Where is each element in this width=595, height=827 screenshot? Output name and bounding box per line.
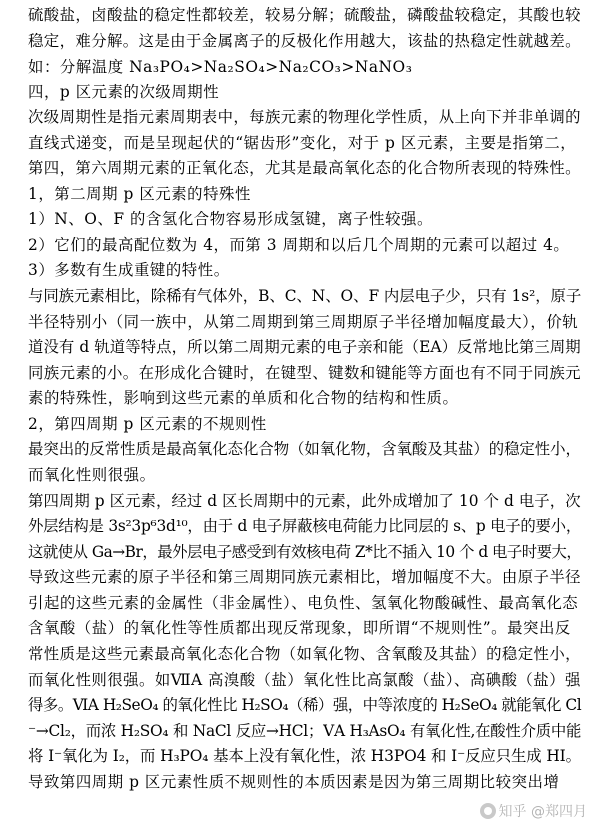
text-line: 外层结构是 3s²3p⁶3d¹⁰，由于 d 电子屏蔽核电荷能力比同层的 s、p 电子的要小， [28, 517, 581, 535]
text-line: 常性质是这些元素最高氧化态化合物（如氧化物、含氧酸及其盐）的稳定性小， [28, 645, 581, 663]
text-line: 半径特别小（同一族中，从第二周期到第三周期原子半径增加幅度最大），价轨 [28, 313, 579, 331]
text-line: 同族元素的小。在形成化合键时，在键型、键数和键能等方面也有不同于同族元 [28, 364, 581, 382]
text-line: 将 I⁻氧化为 I₂，而 H₃PO₄ 基本上没有氧化性，浓 H3PO4 和 I⁻反应只生成 HI。 [28, 747, 581, 765]
list-item: 2）它们的最高配位数为 4，而第 3 周期和以后几个周期的元素可以超过 4。 [28, 236, 570, 254]
watermark [480, 801, 587, 821]
text-line: 导致第四周期 p 区元素性质不规则性的本质因素是因为第三周期比较突出增 [28, 773, 560, 791]
text-line: 道没有 d 轨道等特点，所以第二周期元素的电子亲和能（EA）反常地比第三周期 [28, 338, 581, 356]
text-line: 这就使从 Ga→Br，最外层电子感受到有效核电荷 Z*比不插入 10 个 d 电子时要大， [28, 543, 582, 561]
text-line: 素的特殊性，影响到这些元素的单质和化合物的结构和性质。 [28, 389, 459, 407]
text-line: 第四周期 p 区元素，经过 d 区长周期中的元素，此外成增加了 10 个 d 电子，次 [28, 492, 581, 510]
zhihu-logo-icon [480, 803, 496, 819]
text-line: 而氧化性则很强。 [28, 466, 156, 484]
subsection-heading: 1，第二周期 p 区元素的特殊性 [28, 185, 251, 203]
text-line: ⁻→Cl₂，而浓 H₂SO₄ 和 NaCl 反应→HCl；ⅤA H₃AsO₄ 有氧化性,在酸性介质中能 [28, 722, 582, 740]
watermark-text: 知乎 @郑四月 [498, 804, 587, 820]
list-item: 3）多数有生成重键的特性。 [28, 261, 230, 279]
text-line: 如：分解温度 Na₃PO₄>Na₂SO₄>Na₂CO₃>NaNO₃ [28, 58, 413, 76]
text-line: 引起的这些元素的金属性（非金属性）、电负性、氢氧化物酸碱性、最高氧化态 [28, 594, 579, 612]
text-line: 含氧酸（盐）的氧化性等性质都出现反常现象，即所谓“不规则性”。最突出反 [28, 619, 571, 637]
text-line: 与同族元素相比，除稀有气体外，B、C、N、O、F 内层电子少，只有 1s²，原子 [28, 287, 582, 305]
text-line: 第四，第六周期元素的正氧化态，尤其是最高氧化态的化合物所表现的特殊性。 [28, 159, 581, 177]
text-line: 硫酸盐，卤酸盐的稳定性都较差，较易分解；硫酸盐，磷酸盐较稳定，其酸也较 [28, 6, 581, 24]
text-line: 稳定，难分解。这是由于金属离子的反极化作用越大，该盐的热稳定性就越差。 [28, 32, 581, 50]
section-heading: 四，p 区元素的次级周期性 [28, 83, 220, 101]
text-line: 得多。ⅥA H₂SeO₄ 的氧化性比 H₂SO₄（稀）强，中等浓度的 H₂SeO₄ 就能氧化 Cl [28, 696, 582, 714]
list-item: 1）N、O、F 的含氢化合物容易形成氢键，离子性较强。 [28, 210, 433, 228]
text-line: 次级周期性是指元素周期表中，每族元素的物理化学性质，从上向下并非单调的 [28, 108, 581, 126]
text-line: 导致这些元素的原子半径和第三周期同族元素相比，增加幅度不大。由原子半径 [28, 568, 581, 586]
text-line: 而氧化性则很强。如ⅦA 高溴酸（盐）氧化性比高氯酸（盐）、高碘酸（盐）强 [28, 671, 581, 689]
subsection-heading: 2，第四周期 p 区元素的不规则性 [28, 415, 267, 433]
text-line: 直线式递变，而是呈现起伏的“锯齿形”变化，对于 p 区元素，主要是指第二， [28, 134, 577, 152]
text-line: 最突出的反常性质是最高氧化态化合物（如氧化物，含氧酸及其盐）的稳定性小， [28, 440, 581, 458]
